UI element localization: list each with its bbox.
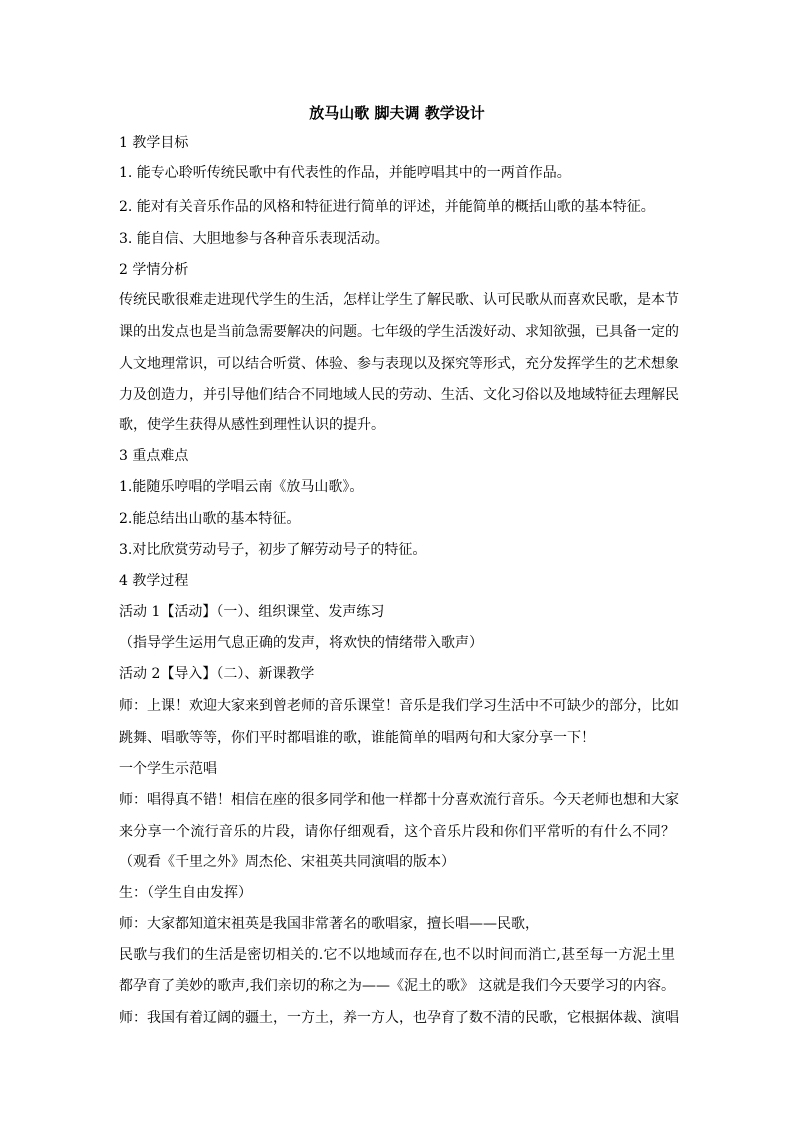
paragraph-line: 师：大家都知道宋祖英是我国非常著名的歌唱家，擅长唱——民歌， xyxy=(119,916,539,932)
goal-item-3: 3. 能自信、大胆地参与各种音乐表现活动。 xyxy=(119,231,389,247)
paragraph-line: 师：我国有着辽阔的疆土，一方土，养一方人，也孕育了数不清的民歌，它根据体裁、演唱 xyxy=(119,1010,679,1026)
paragraph-line: 跳舞、唱歌等等，你们平时都唱谁的歌，谁能简单的唱两句和大家分享一下！ xyxy=(119,730,595,746)
goal-item-1: 1. 能专心聆听传统民歌中有代表性的作品，并能哼唱其中的一两首作品。 xyxy=(119,165,571,181)
heading-teaching-process: 4 教学过程 xyxy=(119,573,189,589)
paragraph-line: （观看《千里之外》周杰伦、宋祖英共同演唱的版本） xyxy=(119,854,455,870)
paragraph-line: 都孕育了美妙的歌声,我们亲切的称之为——《泥土的歌》 这就是我们今天要学习的内容。 xyxy=(119,978,675,994)
activity-1-note: （指导学生运用气息正确的发声，将欢快的情绪带入歌声） xyxy=(119,635,483,651)
key-point-3: 3.对比欣赏劳动号子，初步了解劳动号子的特征。 xyxy=(119,542,427,558)
paragraph-line: 一个学生示范唱 xyxy=(119,761,217,777)
paragraph-line: 人文地理常识，可以结合听赏、体验、参与表现以及探究等形式，充分发挥学生的艺术想象 xyxy=(119,356,679,372)
document-title: 放马山歌 脚夫调 教学设计 xyxy=(309,104,485,122)
paragraph-line: 课的出发点也是当前急需要解决的问题。七年级的学生活泼好动、求知欲强，已具备一定的 xyxy=(119,324,679,340)
activity-2-heading: 活动 2【导入】（二）、新课教学 xyxy=(119,666,315,682)
key-point-1: 1.能随乐哼唱的学唱云南《放马山歌》。 xyxy=(119,479,364,495)
paragraph-line: 民歌与我们的生活是密切相关的.它不以地域而存在,也不以时间而消亡,甚至每一方泥土里 xyxy=(119,947,675,963)
heading-student-analysis: 2 学情分析 xyxy=(119,262,189,278)
paragraph-line: 力及创造力，并引导他们结合不同地域人民的劳动、生活、文化习俗以及地域特征去理解民 xyxy=(119,387,679,403)
paragraph-line: 歌，使学生获得从感性到理性认识的提升。 xyxy=(119,417,385,433)
paragraph-line: 传统民歌很难走进现代学生的生活，怎样让学生了解民歌、认可民歌从而喜欢民歌，是本节 xyxy=(119,292,679,308)
activity-1-heading: 活动 1【活动】（一）、组织课堂、发声练习 xyxy=(119,604,385,620)
paragraph-line: 师：唱得真不错！相信在座的很多同学和他一样都十分喜欢流行音乐。今天老师也想和大家 xyxy=(119,792,679,808)
heading-key-points: 3 重点难点 xyxy=(119,448,189,464)
paragraph-line: 来分享一个流行音乐的片段，请你仔细观看，这个音乐片段和你们平常听的有什么不同？ xyxy=(119,824,675,840)
paragraph-line: 生：（学生自由发挥） xyxy=(119,885,252,901)
paragraph-line: 师：上课！欢迎大家来到曾老师的音乐课堂！音乐是我们学习生活中不可缺少的部分，比如 xyxy=(119,698,679,714)
key-point-2: 2.能总结出山歌的基本特征。 xyxy=(119,511,301,527)
heading-teaching-goals: 1 教学目标 xyxy=(119,135,189,151)
goal-item-2: 2. 能对有关音乐作品的风格和特征进行简单的评述，并能简单的概括山歌的基本特征。 xyxy=(119,199,655,215)
